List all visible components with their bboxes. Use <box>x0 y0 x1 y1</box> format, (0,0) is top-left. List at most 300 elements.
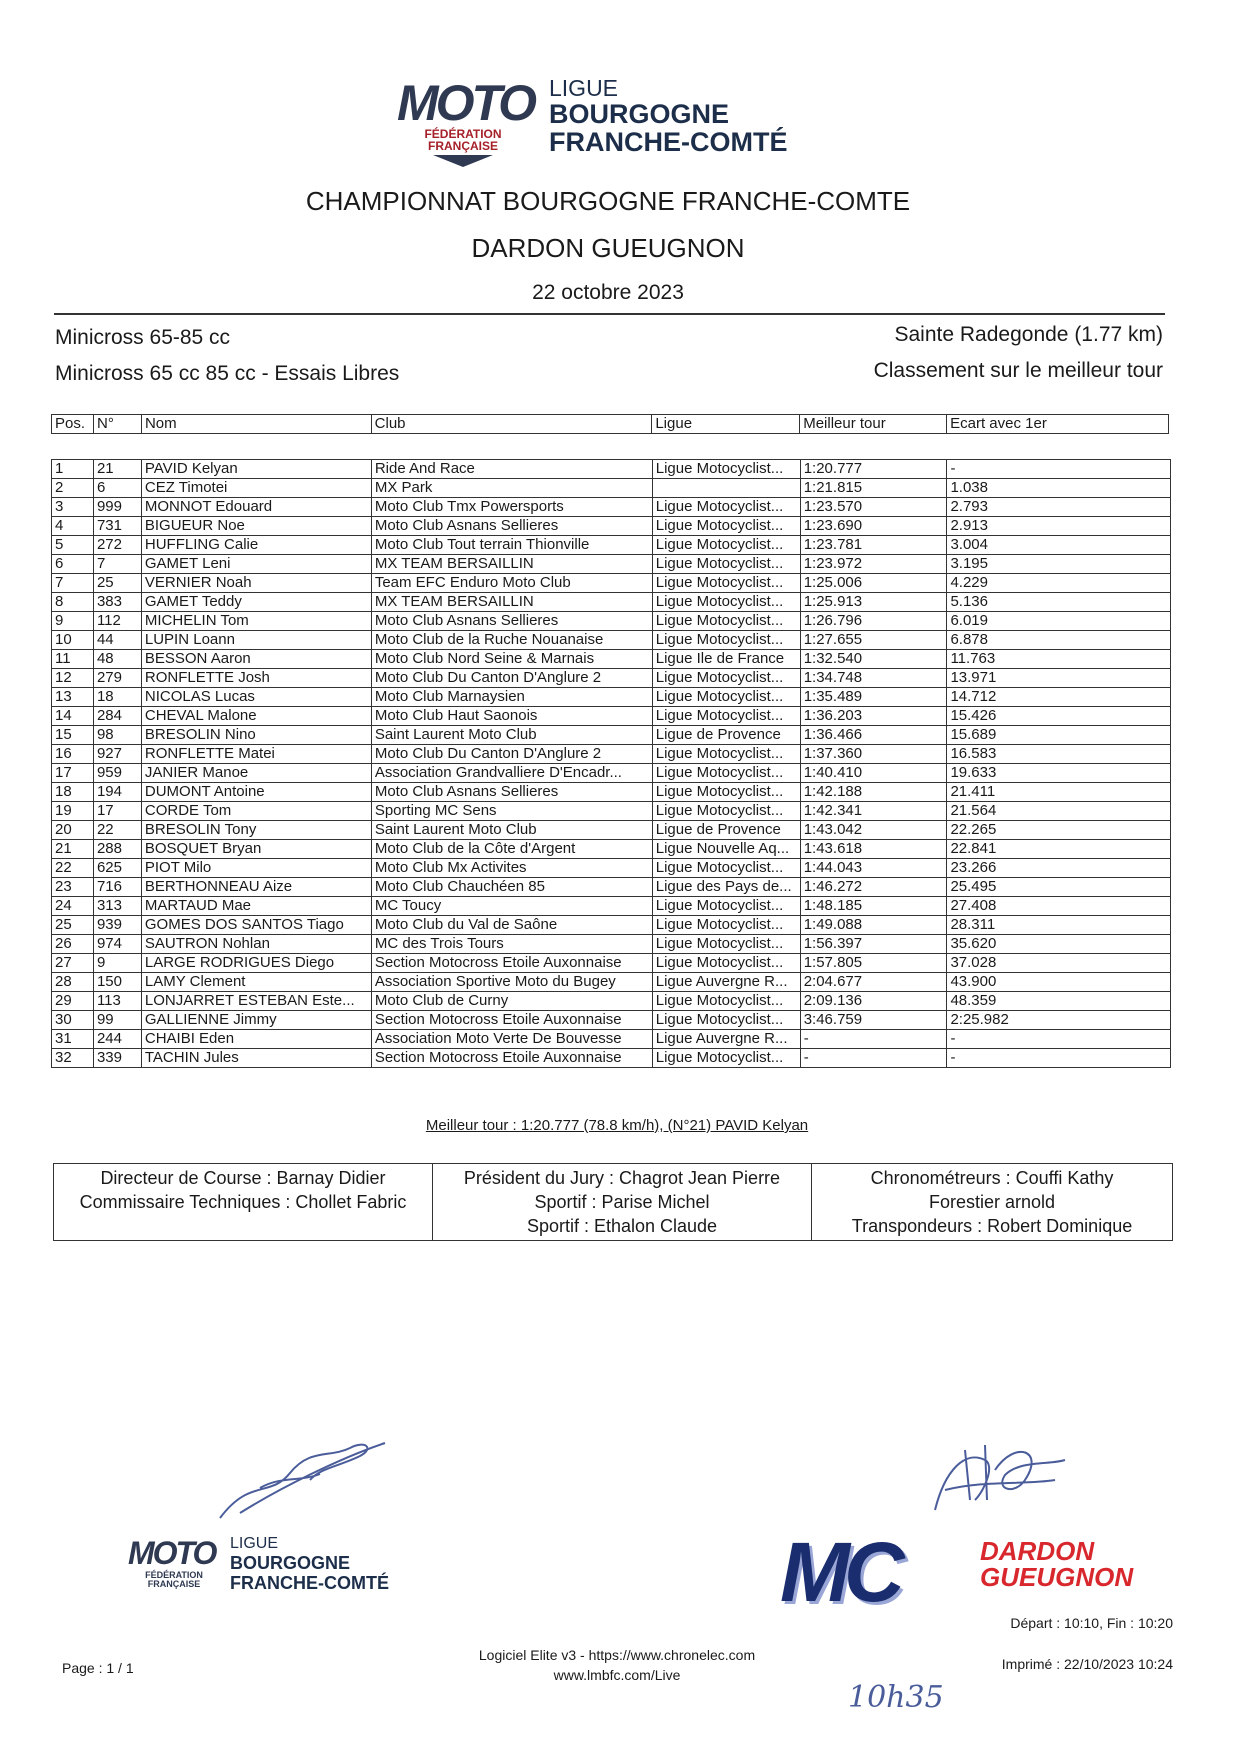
cell-pos: 8 <box>52 593 94 612</box>
cell-gap: 15.689 <box>947 726 1171 745</box>
cell-name: BIGUEUR Noe <box>141 517 371 536</box>
cell-name: GAMET Teddy <box>141 593 371 612</box>
cell-number: 313 <box>93 897 141 916</box>
category-label: Minicross 65-85 cc <box>55 326 231 349</box>
cell-name: VERNIER Noah <box>141 574 371 593</box>
col-ligue: Ligue <box>652 415 800 434</box>
cell-ligue: Ligue Motocyclist... <box>652 1011 800 1030</box>
cell-gap: 48.359 <box>947 992 1171 1011</box>
cell-pos: 9 <box>52 612 94 631</box>
cell-name: SAUTRON Nohlan <box>141 935 371 954</box>
cell-ligue: Ligue Motocyclist... <box>652 498 800 517</box>
cell-best-lap: 1:21.815 <box>800 479 947 498</box>
cell-club: Moto Club Tout terrain Thionville <box>371 536 652 555</box>
cell-name: HUFFLING Calie <box>141 536 371 555</box>
results-header <box>51 414 1169 434</box>
event-date: 22 octobre 2023 <box>532 281 684 304</box>
cell-best-lap: 2:04.677 <box>800 973 947 992</box>
table-row <box>52 460 1171 479</box>
cell-gap: - <box>947 1030 1171 1049</box>
officials-col-timing <box>812 1164 1173 1241</box>
cell-pos: 29 <box>52 992 94 1011</box>
cell-number: 625 <box>93 859 141 878</box>
header-divider <box>54 313 1165 315</box>
cell-number: 288 <box>93 840 141 859</box>
cell-pos: 17 <box>52 764 94 783</box>
cell-pos: 28 <box>52 973 94 992</box>
cell-club: Moto Club du Val de Saône <box>371 916 652 935</box>
official-line: Commissaire Techniques : Chollet Fabric <box>79 1192 407 1212</box>
table-row <box>52 479 1171 498</box>
cell-gap: 1.038 <box>947 479 1171 498</box>
cell-name: CHEVAL Malone <box>141 707 371 726</box>
ligue-line1: LIGUE <box>230 1535 279 1552</box>
cell-club: MX Park <box>371 479 652 498</box>
cell-pos: 6 <box>52 555 94 574</box>
cell-number: 383 <box>93 593 141 612</box>
ligue-line2: BOURGOGNE <box>230 1553 351 1573</box>
cell-pos: 1 <box>52 460 94 479</box>
cell-gap: 27.408 <box>947 897 1171 916</box>
cell-best-lap: 1:42.188 <box>800 783 947 802</box>
table-row <box>52 821 1171 840</box>
cell-ligue: Ligue Motocyclist... <box>652 669 800 688</box>
cell-ligue: Ligue Motocyclist... <box>652 612 800 631</box>
best-lap-summary: Meilleur tour : 1:20.777 (78.8 km/h), (N°21) PAVID Kelyan <box>425 1117 809 1134</box>
cell-number: 22 <box>93 821 141 840</box>
cell-club: Sporting MC Sens <box>371 802 652 821</box>
cell-name: RONFLETTE Matei <box>141 745 371 764</box>
cell-gap: 15.426 <box>947 707 1171 726</box>
mc-dardon-logo <box>780 1525 1134 1619</box>
cell-pos: 26 <box>52 935 94 954</box>
cell-ligue: Ligue des Pays de... <box>652 878 800 897</box>
cell-best-lap: 1:25.006 <box>800 574 947 593</box>
cell-best-lap: 1:48.185 <box>800 897 947 916</box>
ligue-logo-bottom <box>128 1533 418 1601</box>
col-number: N° <box>93 415 141 434</box>
table-row <box>52 1049 1171 1068</box>
cell-number: 339 <box>93 1049 141 1068</box>
table-row <box>52 574 1171 593</box>
cell-best-lap: 1:40.410 <box>800 764 947 783</box>
cell-club: Moto Club Du Canton D'Anglure 2 <box>371 669 652 688</box>
official-line: Directeur de Course : Barnay Didier <box>100 1168 386 1188</box>
cell-number: 48 <box>93 650 141 669</box>
cell-ligue: Ligue Motocyclist... <box>652 593 800 612</box>
table-row <box>52 745 1171 764</box>
cell-name: LUPIN Loann <box>141 631 371 650</box>
cell-ligue: Ligue Motocyclist... <box>652 707 800 726</box>
cell-ligue: Ligue Motocyclist... <box>652 935 800 954</box>
cell-gap: 6.019 <box>947 612 1171 631</box>
cell-name: GALLIENNE Jimmy <box>141 1011 371 1030</box>
cell-ligue: Ligue Motocyclist... <box>652 688 800 707</box>
cell-club: Moto Club Asnans Sellieres <box>371 783 652 802</box>
cell-gap: - <box>947 1049 1171 1068</box>
cell-name: BOSQUET Bryan <box>141 840 371 859</box>
ligue-line2: BOURGOGNE <box>549 99 730 129</box>
club-name-line1: DARDON <box>980 1536 1095 1566</box>
cell-club: Moto Club Tmx Powersports <box>371 498 652 517</box>
cell-name: BERTHONNEAU Aize <box>141 878 371 897</box>
cell-best-lap: 1:23.690 <box>800 517 947 536</box>
cell-number: 716 <box>93 878 141 897</box>
table-row <box>52 593 1171 612</box>
ligue-name <box>549 76 787 156</box>
cell-best-lap: 1:36.466 <box>800 726 947 745</box>
cell-number: 731 <box>93 517 141 536</box>
cell-best-lap: - <box>800 1049 947 1068</box>
cell-club: MC des Trois Tours <box>371 935 652 954</box>
ligue-name <box>230 1535 389 1593</box>
cell-pos: 3 <box>52 498 94 517</box>
cell-name: CHAIBI Eden <box>141 1030 371 1049</box>
table-row <box>52 669 1171 688</box>
cell-pos: 10 <box>52 631 94 650</box>
cell-pos: 22 <box>52 859 94 878</box>
ranking-type-label: Classement sur le meilleur tour <box>873 359 1163 382</box>
cell-gap: 3.004 <box>947 536 1171 555</box>
cell-club: Moto Club de la Côte d'Argent <box>371 840 652 859</box>
results-body <box>52 460 1171 1068</box>
cell-pos: 32 <box>52 1049 94 1068</box>
ligue-line3: FRANCHE-COMTÉ <box>549 127 788 157</box>
cell-gap: 28.311 <box>947 916 1171 935</box>
cell-gap: 21.564 <box>947 802 1171 821</box>
cell-number: 959 <box>93 764 141 783</box>
moto-wordmark: MOTO <box>397 75 535 131</box>
cell-pos: 5 <box>52 536 94 555</box>
cell-gap: 22.265 <box>947 821 1171 840</box>
cell-club: Moto Club Marnaysien <box>371 688 652 707</box>
results-table <box>51 459 1171 1068</box>
cell-club: MC Toucy <box>371 897 652 916</box>
cell-pos: 7 <box>52 574 94 593</box>
cell-name: JANIER Manoe <box>141 764 371 783</box>
cell-best-lap: - <box>800 1030 947 1049</box>
cell-pos: 21 <box>52 840 94 859</box>
federation-label: FÉDÉRATION FRANÇAISE <box>424 127 502 153</box>
cell-name: LARGE RODRIGUES Diego <box>141 954 371 973</box>
official-line: Sportif : Ethalon Claude <box>526 1216 718 1236</box>
cell-gap: 35.620 <box>947 935 1171 954</box>
table-row <box>52 954 1171 973</box>
cell-best-lap: 1:37.360 <box>800 745 947 764</box>
cell-name: BRESOLIN Nino <box>141 726 371 745</box>
col-best-lap: Meilleur tour <box>800 415 947 434</box>
cell-ligue: Ligue Motocyclist... <box>652 783 800 802</box>
printed-timestamp: Imprimé : 22/10/2023 10:24 <box>1001 1656 1173 1672</box>
cell-best-lap: 1:57.805 <box>800 954 947 973</box>
cell-ligue: Ligue de Provence <box>652 821 800 840</box>
table-row <box>52 555 1171 574</box>
cell-number: 974 <box>93 935 141 954</box>
cell-ligue: Ligue Motocyclist... <box>652 802 800 821</box>
cell-best-lap: 1:27.655 <box>800 631 947 650</box>
cell-club: Moto Club de la Ruche Nouanaise <box>371 631 652 650</box>
cell-club: Moto Club Asnans Sellieres <box>371 612 652 631</box>
cell-number: 99 <box>93 1011 141 1030</box>
cell-best-lap: 1:23.781 <box>800 536 947 555</box>
cell-pos: 31 <box>52 1030 94 1049</box>
cell-ligue: Ligue Motocyclist... <box>652 764 800 783</box>
cell-gap: 43.900 <box>947 973 1171 992</box>
logo-chevron-shape <box>433 155 493 167</box>
cell-ligue: Ligue Ile de France <box>652 650 800 669</box>
cell-best-lap: 1:20.777 <box>800 460 947 479</box>
cell-best-lap: 1:43.618 <box>800 840 947 859</box>
cell-name: LONJARRET ESTEBAN Este... <box>141 992 371 1011</box>
cell-best-lap: 1:42.341 <box>800 802 947 821</box>
cell-pos: 23 <box>52 878 94 897</box>
cell-ligue: Ligue Motocyclist... <box>652 916 800 935</box>
cell-pos: 18 <box>52 783 94 802</box>
cell-name: CORDE Tom <box>141 802 371 821</box>
cell-ligue: Ligue Motocyclist... <box>652 1049 800 1068</box>
cell-pos: 15 <box>52 726 94 745</box>
club-name-line2: GUEUGNON <box>980 1562 1134 1592</box>
signature-right <box>925 1430 1075 1530</box>
table-row <box>52 612 1171 631</box>
page-number: Page : 1 / 1 <box>62 1660 134 1676</box>
cell-number: 113 <box>93 992 141 1011</box>
cell-gap: 6.878 <box>947 631 1171 650</box>
table-row <box>52 783 1171 802</box>
cell-club: Team EFC Enduro Moto Club <box>371 574 652 593</box>
table-row <box>52 650 1171 669</box>
ligue-line3: FRANCHE-COMTÉ <box>230 1573 389 1593</box>
handwritten-note: 10h35 <box>848 1680 944 1715</box>
table-row <box>52 840 1171 859</box>
cell-gap: 23.266 <box>947 859 1171 878</box>
official-line: Chronométreurs : Couffi Kathy <box>870 1168 1114 1188</box>
cell-number: 17 <box>93 802 141 821</box>
cell-club: Moto Club Asnans Sellieres <box>371 517 652 536</box>
cell-name: BRESOLIN Tony <box>141 821 371 840</box>
official-line: Sportif : Parise Michel <box>534 1192 710 1212</box>
ffm-logo <box>393 62 535 168</box>
session-label: Minicross 65 cc 85 cc - Essais Libres <box>55 362 400 385</box>
cell-pos: 11 <box>52 650 94 669</box>
cell-ligue: Ligue Auvergne R... <box>652 1030 800 1049</box>
table-row <box>52 498 1171 517</box>
cell-best-lap: 1:46.272 <box>800 878 947 897</box>
cell-best-lap: 1:26.796 <box>800 612 947 631</box>
cell-gap: - <box>947 460 1171 479</box>
table-row <box>52 916 1171 935</box>
cell-pos: 2 <box>52 479 94 498</box>
cell-club: Association Grandvalliere D'Encadr... <box>371 764 652 783</box>
cell-number: 927 <box>93 745 141 764</box>
cell-ligue: Ligue Motocyclist... <box>652 992 800 1011</box>
table-row <box>52 935 1171 954</box>
cell-best-lap: 1:25.913 <box>800 593 947 612</box>
cell-club: Section Motocross Etoile Auxonnaise <box>371 1049 652 1068</box>
officials-table <box>53 1163 1173 1241</box>
cell-name: PIOT Milo <box>141 859 371 878</box>
cell-pos: 25 <box>52 916 94 935</box>
cell-gap: 5.136 <box>947 593 1171 612</box>
venue-title: DARDON GUEUGNON <box>471 233 745 263</box>
signature-left <box>200 1418 400 1538</box>
table-row <box>52 973 1171 992</box>
cell-best-lap: 2:09.136 <box>800 992 947 1011</box>
mc-wordmark: MC <box>780 1525 899 1619</box>
table-row <box>52 992 1171 1011</box>
cell-club: Moto Club Haut Saonois <box>371 707 652 726</box>
cell-club: Saint Laurent Moto Club <box>371 726 652 745</box>
cell-ligue: Ligue Motocyclist... <box>652 536 800 555</box>
table-row <box>52 707 1171 726</box>
cell-club: Moto Club de Curny <box>371 992 652 1011</box>
cell-number: 150 <box>93 973 141 992</box>
cell-best-lap: 1:49.088 <box>800 916 947 935</box>
cell-gap: 2.793 <box>947 498 1171 517</box>
cell-ligue <box>652 479 800 498</box>
cell-ligue: Ligue Motocyclist... <box>652 897 800 916</box>
cell-number: 44 <box>93 631 141 650</box>
cell-name: LAMY Clement <box>141 973 371 992</box>
col-pos: Pos. <box>52 415 94 434</box>
cell-name: MICHELIN Tom <box>141 612 371 631</box>
officials-col-director <box>54 1164 433 1241</box>
moto-wordmark: MOTO <box>128 1535 216 1571</box>
cell-gap: 4.229 <box>947 574 1171 593</box>
cell-number: 6 <box>93 479 141 498</box>
cell-name: MONNOT Edouard <box>141 498 371 517</box>
cell-best-lap: 1:43.042 <box>800 821 947 840</box>
cell-pos: 19 <box>52 802 94 821</box>
track-label: Sainte Radegonde (1.77 km) <box>894 323 1163 346</box>
cell-pos: 16 <box>52 745 94 764</box>
ligue-logo-top <box>393 62 833 168</box>
cell-club: MX TEAM BERSAILLIN <box>371 555 652 574</box>
cell-pos: 30 <box>52 1011 94 1030</box>
cell-club: Section Motocross Etoile Auxonnaise <box>371 1011 652 1030</box>
championship-title: CHAMPIONNAT BOURGOGNE FRANCHE-COMTE <box>305 186 911 216</box>
cell-number: 112 <box>93 612 141 631</box>
cell-club: Moto Club Nord Seine & Marnais <box>371 650 652 669</box>
software-line: Logiciel Elite v3 - https://www.chronelec.com <box>478 1647 756 1663</box>
table-row <box>52 859 1171 878</box>
officials-col-jury <box>433 1164 812 1241</box>
cell-gap: 14.712 <box>947 688 1171 707</box>
officials-row <box>54 1164 1173 1241</box>
cell-pos: 12 <box>52 669 94 688</box>
cell-gap: 13.971 <box>947 669 1171 688</box>
cell-number: 18 <box>93 688 141 707</box>
table-row <box>52 802 1171 821</box>
cell-gap: 2.913 <box>947 517 1171 536</box>
cell-name: CEZ Timotei <box>141 479 371 498</box>
cell-gap: 11.763 <box>947 650 1171 669</box>
cell-number: 9 <box>93 954 141 973</box>
table-row <box>52 726 1171 745</box>
cell-club: Moto Club Mx Activites <box>371 859 652 878</box>
cell-best-lap: 1:32.540 <box>800 650 947 669</box>
cell-best-lap: 1:34.748 <box>800 669 947 688</box>
cell-number: 279 <box>93 669 141 688</box>
cell-name: PAVID Kelyan <box>141 460 371 479</box>
table-row <box>52 878 1171 897</box>
cell-name: BESSON Aaron <box>141 650 371 669</box>
federation-label: FÉDÉRATION FRANÇAISE <box>145 1570 203 1589</box>
cell-pos: 13 <box>52 688 94 707</box>
cell-best-lap: 1:23.570 <box>800 498 947 517</box>
cell-best-lap: 1:23.972 <box>800 555 947 574</box>
cell-best-lap: 1:36.203 <box>800 707 947 726</box>
cell-club: Moto Club Du Canton D'Anglure 2 <box>371 745 652 764</box>
table-row <box>52 764 1171 783</box>
cell-number: 939 <box>93 916 141 935</box>
cell-ligue: Ligue Motocyclist... <box>652 954 800 973</box>
cell-pos: 27 <box>52 954 94 973</box>
cell-ligue: Ligue Auvergne R... <box>652 973 800 992</box>
cell-pos: 24 <box>52 897 94 916</box>
official-line: Forestier arnold <box>928 1192 1056 1212</box>
cell-ligue: Ligue Motocyclist... <box>652 859 800 878</box>
cell-name: DUMONT Antoine <box>141 783 371 802</box>
cell-ligue: Ligue Motocyclist... <box>652 745 800 764</box>
cell-best-lap: 1:44.043 <box>800 859 947 878</box>
cell-name: GAMET Leni <box>141 555 371 574</box>
cell-club: Association Moto Verte De Bouvesse <box>371 1030 652 1049</box>
cell-ligue: Ligue Motocyclist... <box>652 517 800 536</box>
table-row <box>52 631 1171 650</box>
col-club: Club <box>371 415 652 434</box>
start-end-time: Départ : 10:10, Fin : 10:20 <box>1010 1615 1173 1631</box>
cell-ligue: Ligue Motocyclist... <box>652 460 800 479</box>
cell-number: 272 <box>93 536 141 555</box>
table-row <box>52 536 1171 555</box>
table-row <box>52 517 1171 536</box>
table-row <box>52 1030 1171 1049</box>
cell-gap: 25.495 <box>947 878 1171 897</box>
cell-club: Ride And Race <box>371 460 652 479</box>
header-row <box>52 415 1169 434</box>
table-row <box>52 897 1171 916</box>
cell-club: Moto Club Chauchéen 85 <box>371 878 652 897</box>
cell-number: 194 <box>93 783 141 802</box>
cell-number: 999 <box>93 498 141 517</box>
cell-club: Association Sportive Moto du Bugey <box>371 973 652 992</box>
cell-gap: 3.195 <box>947 555 1171 574</box>
cell-number: 7 <box>93 555 141 574</box>
cell-gap: 16.583 <box>947 745 1171 764</box>
cell-number: 25 <box>93 574 141 593</box>
website-line: www.lmbfc.com/Live <box>553 1667 681 1683</box>
cell-club: Saint Laurent Moto Club <box>371 821 652 840</box>
ligue-line1: LIGUE <box>549 75 619 101</box>
cell-gap: 19.633 <box>947 764 1171 783</box>
cell-best-lap: 1:56.397 <box>800 935 947 954</box>
cell-gap: 22.841 <box>947 840 1171 859</box>
cell-gap: 37.028 <box>947 954 1171 973</box>
cell-club: MX TEAM BERSAILLIN <box>371 593 652 612</box>
cell-ligue: Ligue Motocyclist... <box>652 555 800 574</box>
cell-pos: 4 <box>52 517 94 536</box>
cell-ligue: Ligue Motocyclist... <box>652 574 800 593</box>
cell-ligue: Ligue Motocyclist... <box>652 631 800 650</box>
cell-number: 244 <box>93 1030 141 1049</box>
official-line: Président du Jury : Chagrot Jean Pierre <box>463 1168 781 1188</box>
cell-club: Section Motocross Etoile Auxonnaise <box>371 954 652 973</box>
cell-gap: 21.411 <box>947 783 1171 802</box>
table-row <box>52 688 1171 707</box>
cell-gap: 2:25.982 <box>947 1011 1171 1030</box>
club-name <box>980 1538 1133 1590</box>
